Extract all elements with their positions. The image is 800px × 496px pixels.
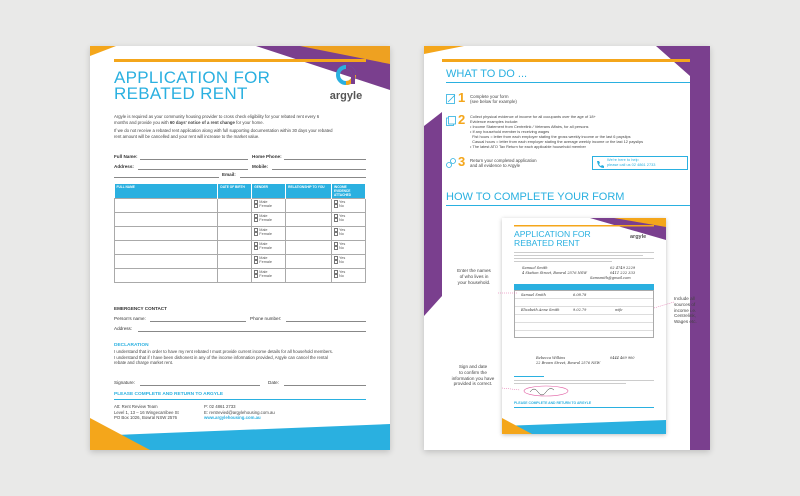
argyle-logo-icon xyxy=(335,64,357,86)
example-logo: argyle xyxy=(630,234,647,240)
contact-details xyxy=(204,404,275,421)
household-row xyxy=(115,255,366,269)
signature-label: Signature: xyxy=(114,380,135,385)
complete-return-heading: PLEASE COMPLETE AND RETURN TO ARGYLE xyxy=(114,392,224,397)
date-of-birth-cell[interactable] xyxy=(218,269,252,283)
step-1-number: 1 xyxy=(458,90,466,105)
page-title: APPLICATION FOR REBATED RENT xyxy=(114,68,271,103)
instructions-page xyxy=(424,46,710,450)
contact-phone: P: 02 4861 2733 xyxy=(204,404,236,409)
address-label: Address: xyxy=(114,164,134,169)
income-evidence-cell: Yes No xyxy=(332,269,366,283)
no-checkbox[interactable] xyxy=(334,274,338,278)
full-name-cell[interactable] xyxy=(115,269,218,283)
full-name-cell[interactable] xyxy=(115,199,218,213)
date-of-birth-cell[interactable] xyxy=(218,199,252,213)
relationship-cell[interactable] xyxy=(286,199,332,213)
annotation-line: sources of xyxy=(674,301,696,307)
household-row xyxy=(115,269,366,283)
example-table: Samuel Smith 6.08.78 Elizabeth Anne Smith 9.02.79 wife xyxy=(514,290,654,338)
annotation-line: Centrelink, xyxy=(674,313,696,319)
signature-field[interactable] xyxy=(140,385,260,386)
col-gender: GENDER xyxy=(252,184,286,199)
annotation-line: Include all xyxy=(674,296,695,301)
household-table xyxy=(114,184,366,283)
step-2-line: • If any household member is receiving wages xyxy=(470,129,550,134)
income-evidence-cell: Yes No xyxy=(332,213,366,227)
step-3-text: Return your completed application and all evidence to Argyle xyxy=(470,158,537,169)
date-field[interactable] xyxy=(284,385,366,386)
how-to-complete-heading: HOW TO COMPLETE YOUR FORM xyxy=(446,191,625,203)
gender-cell: Male Female xyxy=(252,227,286,241)
no-checkbox[interactable] xyxy=(334,260,338,264)
female-checkbox[interactable] xyxy=(254,274,258,278)
income-evidence-cell: Yes No xyxy=(332,199,366,213)
date-of-birth-cell[interactable] xyxy=(218,255,252,269)
home-phone-label: Home Phone: xyxy=(252,154,282,159)
mobile-label: Mobile: xyxy=(252,164,269,169)
annotation-line: to confirm the xyxy=(459,369,487,375)
full-name-label: Full Name: xyxy=(114,154,138,159)
annotation-line: information you have xyxy=(451,375,495,381)
relationship-cell[interactable] xyxy=(286,213,332,227)
relationship-cell[interactable] xyxy=(286,269,332,283)
step-3-number: 3 xyxy=(458,154,466,169)
annotation-connectors xyxy=(424,46,710,450)
address-field-line2[interactable] xyxy=(114,177,219,178)
emergency-address-field[interactable] xyxy=(138,331,366,332)
postal-address: Att: Rent Review Team Level 1, 13 – 16 Wingecarribee St PO Box 1026, Bowral NSW 2576 xyxy=(114,404,179,421)
step-2-number: 2 xyxy=(458,112,466,127)
annotation-line: income i.e. xyxy=(674,307,697,313)
phone-number-label: Phone number: xyxy=(250,316,282,321)
household-row xyxy=(115,199,366,213)
declaration-heading: DECLARATION xyxy=(114,343,149,348)
date-of-birth-cell[interactable] xyxy=(218,213,252,227)
annotation-line: Sign and date xyxy=(458,364,488,369)
full-name-cell[interactable] xyxy=(115,255,218,269)
relationship-cell[interactable] xyxy=(286,241,332,255)
persons-name-label: Person's name: xyxy=(114,316,146,321)
income-evidence-cell: Yes No xyxy=(332,227,366,241)
gender-cell: Male Female xyxy=(252,199,286,213)
female-checkbox[interactable] xyxy=(254,246,258,250)
col-date-of-birth: DATE OF BIRTH xyxy=(218,184,252,199)
gender-cell: Male Female xyxy=(252,241,286,255)
step-1-text: Complete your form (see below for example) xyxy=(470,94,517,105)
date-of-birth-cell[interactable] xyxy=(218,227,252,241)
step-2-line: • Income Statement from Centrelink / Veterans Affairs, for all persons xyxy=(470,124,589,129)
gender-cell: Male Female xyxy=(252,269,286,283)
example-title: APPLICATION FOR REBATED RENT xyxy=(514,229,591,248)
phone-number-field[interactable] xyxy=(286,321,366,322)
declaration-text: I understand that in order to have my rent rebated I must provide current income details for all household members. I understand that if I have been dishonest in any of the income information provided, Argyle can cancel the rental rebate and charge market rent. xyxy=(114,349,334,366)
annotation-line: Wages etc. xyxy=(674,319,697,325)
contact-email[interactable]: E: rentrevied@argylehousing.com.au xyxy=(204,409,275,415)
full-name-field[interactable] xyxy=(140,159,248,160)
home-phone-field[interactable] xyxy=(284,159,366,160)
address-field[interactable] xyxy=(138,169,248,170)
annotation-line: provided is correct. xyxy=(453,381,493,387)
step-2-line: Fist hours = letter from each employer stating the gross weekly income or the last 6 payslips xyxy=(470,134,631,139)
example-complete-return: PLEASE COMPLETE AND RETURN TO ARGYLE xyxy=(514,401,592,405)
step-2-line: Collect physical evidence of income for all occupants over the age of 18+ xyxy=(470,114,596,119)
contact-website[interactable]: www.argylehousing.com.au xyxy=(204,415,261,421)
female-checkbox[interactable] xyxy=(254,218,258,222)
email-field[interactable] xyxy=(240,177,366,178)
annotation-line: your household. xyxy=(457,279,491,285)
what-to-do-heading: WHAT TO DO ... xyxy=(446,68,528,80)
step-2-line: Evidence examples include: xyxy=(470,119,519,124)
divider xyxy=(114,399,366,400)
col-income-evidence: INCOME EVIDENCE ATTACHED xyxy=(332,184,366,199)
annotation-line: Enter the names xyxy=(457,268,491,273)
no-checkbox[interactable] xyxy=(334,246,338,250)
header-stripe xyxy=(114,59,366,62)
example-form-thumbnail: APPLICATION FOR REBATED RENT argyle Samuel Smith 02 4749 2229 4 Station Street, Bowral 2576 NSW 0411 222 333 Samsmith@gmail.com Samuel Smith 6.08.78 Elizabeth Anne Smith 9.02.79 wife Rebecca Wilkins 0444 469 900 22 Brown Street, Bowral 2576 NSW PLEASE COMPLETE AND RETURN TO ARGYLE xyxy=(502,218,666,434)
step-2-line: • The latest ATO Tax Return for each applicable household member xyxy=(470,144,586,149)
no-checkbox[interactable] xyxy=(334,232,338,236)
help-phone[interactable]: please call us 02 4861 2733 xyxy=(607,161,656,167)
household-row xyxy=(115,241,366,255)
income-evidence-cell: Yes No xyxy=(332,255,366,269)
gender-cell: Male Female xyxy=(252,213,286,227)
gender-cell: Male Female xyxy=(252,255,286,269)
help-text-1: We're here to help xyxy=(607,157,639,162)
income-evidence-cell: Yes No xyxy=(332,241,366,255)
no-checkbox[interactable] xyxy=(334,218,338,222)
date-label: Date: xyxy=(268,380,279,385)
annotation-line: of who lives in xyxy=(459,273,489,279)
intro-text: Argyle is required as your community housing provider to cross check eligibility for your rebated rent every 6 months and provide you with 60 days' notice of a rent change for your home. If we do not receive a rebated rent application along with full supporting documentation within 30 days your rebated rent amount will be cancelled and your rent will increase to the market value. xyxy=(114,114,333,139)
full-name-cell[interactable] xyxy=(115,213,218,227)
relationship-cell[interactable] xyxy=(286,255,332,269)
full-name-cell[interactable] xyxy=(115,241,218,255)
mobile-field[interactable] xyxy=(272,169,366,170)
female-checkbox[interactable] xyxy=(254,260,258,264)
female-checkbox[interactable] xyxy=(254,232,258,236)
persons-name-field[interactable] xyxy=(150,321,246,322)
female-checkbox[interactable] xyxy=(254,204,258,208)
step-2-line: Casual hours = letter from each employer stating the average weekly income or the last 12 payslips xyxy=(470,139,644,144)
col-relationship: RELATIONSHIP TO YOU xyxy=(286,184,332,199)
emergency-address-label: Address: xyxy=(114,326,133,331)
argyle-logo xyxy=(326,64,366,102)
household-row xyxy=(115,213,366,227)
date-of-birth-cell[interactable] xyxy=(218,241,252,255)
full-name-cell[interactable] xyxy=(115,227,218,241)
application-form-page xyxy=(90,46,390,450)
no-checkbox[interactable] xyxy=(334,204,338,208)
relationship-cell[interactable] xyxy=(286,227,332,241)
col-full-name: FULL NAME xyxy=(115,184,218,199)
email-label: Email: xyxy=(222,172,236,177)
argyle-logo-text: argyle xyxy=(329,90,363,102)
household-row xyxy=(115,227,366,241)
emergency-contact-heading: EMERGENCY CONTACT xyxy=(114,306,167,311)
